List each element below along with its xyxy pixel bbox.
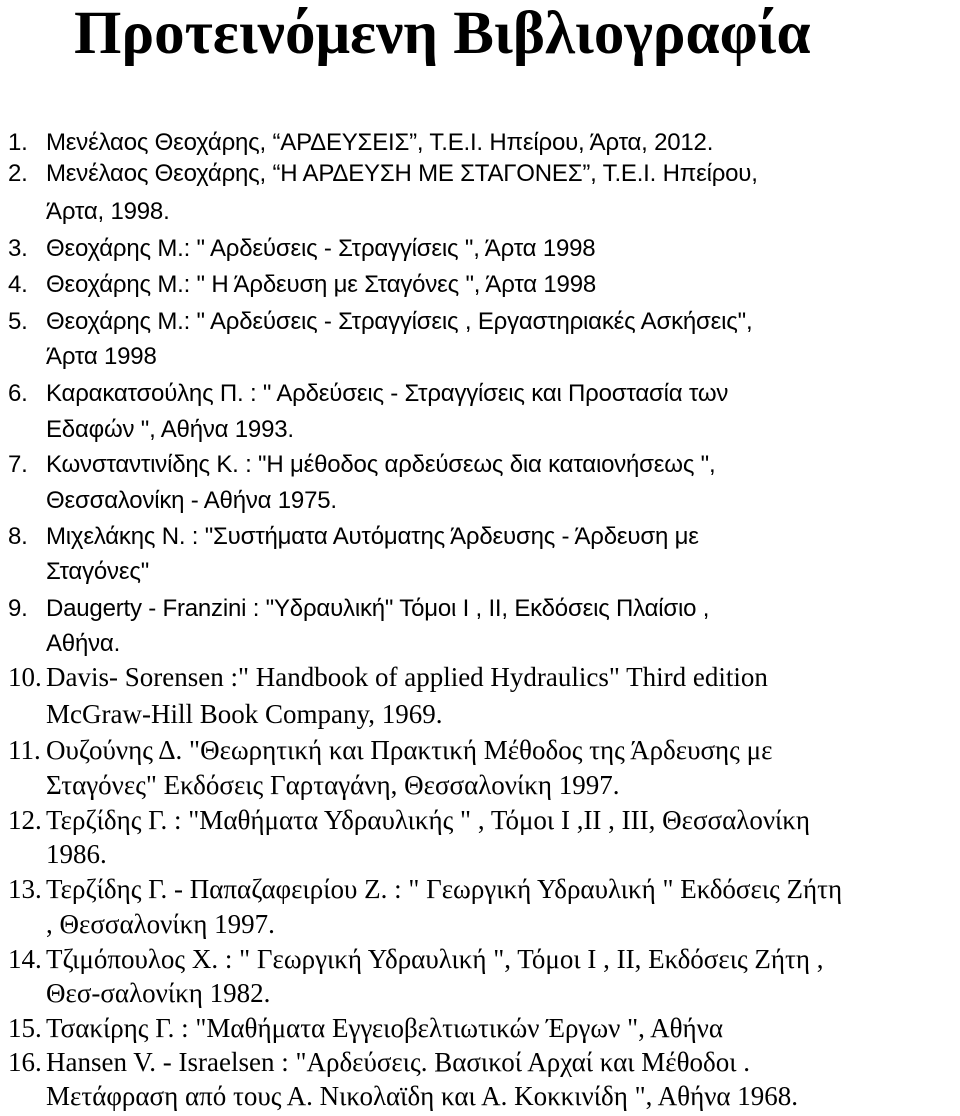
reference-number: 13. (8, 874, 42, 904)
reference-number: 15. (8, 1013, 42, 1043)
reference-text: Θεοχάρης Μ.: " Αρδεύσεις - Στραγγίσεις , Εργαστηριακές Ασκήσεις", (46, 308, 753, 335)
reference-text: Θεοχάρης Μ.: " Η Άρδευση με Σταγόνες ", Άρτα 1998 (46, 271, 596, 298)
reference-number: 4. (8, 271, 28, 298)
reference-text: Θεσσαλονίκη - Αθήνα 1975. (46, 487, 337, 514)
reference-number: 3. (8, 235, 28, 262)
reference-text: Τερζίδης Γ. - Παπαζαφειρίου Ζ. : " Γεωργική Υδραυλική " Εκδόσεις Ζήτη (46, 874, 843, 904)
reference-text: Καρακατσούλης Π. : " Αρδεύσεις - Στραγγίσεις και Προστασία των (46, 380, 729, 407)
reference-text: Θεοχάρης Μ.: " Αρδεύσεις - Στραγγίσεις ", Άρτα 1998 (46, 235, 596, 262)
reference-text: Κωνσταντινίδης Κ. : "Η μέθοδος αρδεύσεως δια καταιονήσεως ", (46, 451, 716, 478)
reference-text: Μετάφραση από τους Α. Νικολαϊδη και Α. Κοκκινίδη ", Αθήνα 1968. (46, 1081, 799, 1111)
reference-text: Davis- Sorensen :" Handbook of applied Hydraulics" Third edition (46, 662, 768, 692)
reference-number: 6. (8, 380, 28, 407)
reference-text: Hansen V. - Israelsen : "Αρδεύσεις. Βασικοί Αρχαί και Μέθοδοι . (46, 1047, 751, 1077)
reference-text: Μιχελάκης Ν. : "Συστήματα Αυτόματης Άρδευσης - Άρδευση με (46, 523, 699, 550)
reference-number: 8. (8, 523, 28, 550)
reference-number: 7. (8, 451, 28, 478)
reference-text: Αθήνα. (46, 630, 121, 657)
reference-text: Τερζίδης Γ. : "Μαθήματα Υδραυλικής " , Τόμοι Ι ,ΙΙ , ΙΙΙ, Θεσσαλονίκη (46, 805, 811, 835)
reference-text: Άρτα, 1998. (46, 198, 170, 225)
reference-text: , Θεσσαλονίκη 1997. (46, 909, 275, 939)
reference-text: 1986. (46, 839, 107, 869)
reference-number: 16. (8, 1047, 42, 1077)
reference-number: 11. (8, 735, 41, 765)
page-title: Προτεινόμενη Βιβλιογραφία (74, 0, 811, 67)
reference-number: 14. (8, 944, 42, 974)
reference-text: Τζιμόπουλος Χ. : " Γεωργική Υδραυλική ", Τόμοι Ι , ΙΙ, Εκδόσεις Ζήτη , (46, 944, 824, 974)
reference-text: Άρτα 1998 (46, 343, 157, 370)
reference-text: Μενέλαος Θεοχάρης, “ΑΡΔΕΥΣΕΙΣ”, Τ.Ε.Ι. Ηπείρου, Άρτα, 2012. (46, 129, 714, 156)
reference-number: 1. (8, 129, 28, 156)
reference-text: Ουζούνης Δ. "Θεωρητική και Πρακτική Μέθοδος της Άρδευσης με (46, 735, 773, 765)
reference-text: Daugerty - Franzini : "Υδραυλική" Τόμοι Ι , ΙΙ, Εκδόσεις Πλαίσιο , (46, 595, 710, 622)
reference-text: Εδαφών ", Αθήνα 1993. (46, 416, 294, 443)
reference-text: Μενέλαος Θεοχάρης, “Η ΑΡΔΕΥΣΗ ΜΕ ΣΤΑΓΟΝΕΣ”, Τ.Ε.Ι. Ηπείρου, (46, 160, 758, 187)
reference-text: Τσακίρης Γ. : "Μαθήματα Εγγειοβελτιωτικών Έργων ", Αθήνα (46, 1013, 724, 1043)
reference-text: Σταγόνες" Εκδόσεις Γαρταγάνη, Θεσσαλονίκη 1997. (46, 770, 620, 800)
reference-number: 10. (8, 662, 42, 692)
reference-text: Σταγόνες" (46, 558, 150, 585)
reference-number: 5. (8, 308, 28, 335)
reference-text: Θεσ-σαλονίκη 1982. (46, 978, 271, 1008)
reference-number: 12. (8, 805, 42, 835)
reference-number: 9. (8, 595, 28, 622)
reference-number: 2. (8, 160, 28, 187)
reference-text: McGraw-Hill Book Company, 1969. (46, 699, 443, 729)
